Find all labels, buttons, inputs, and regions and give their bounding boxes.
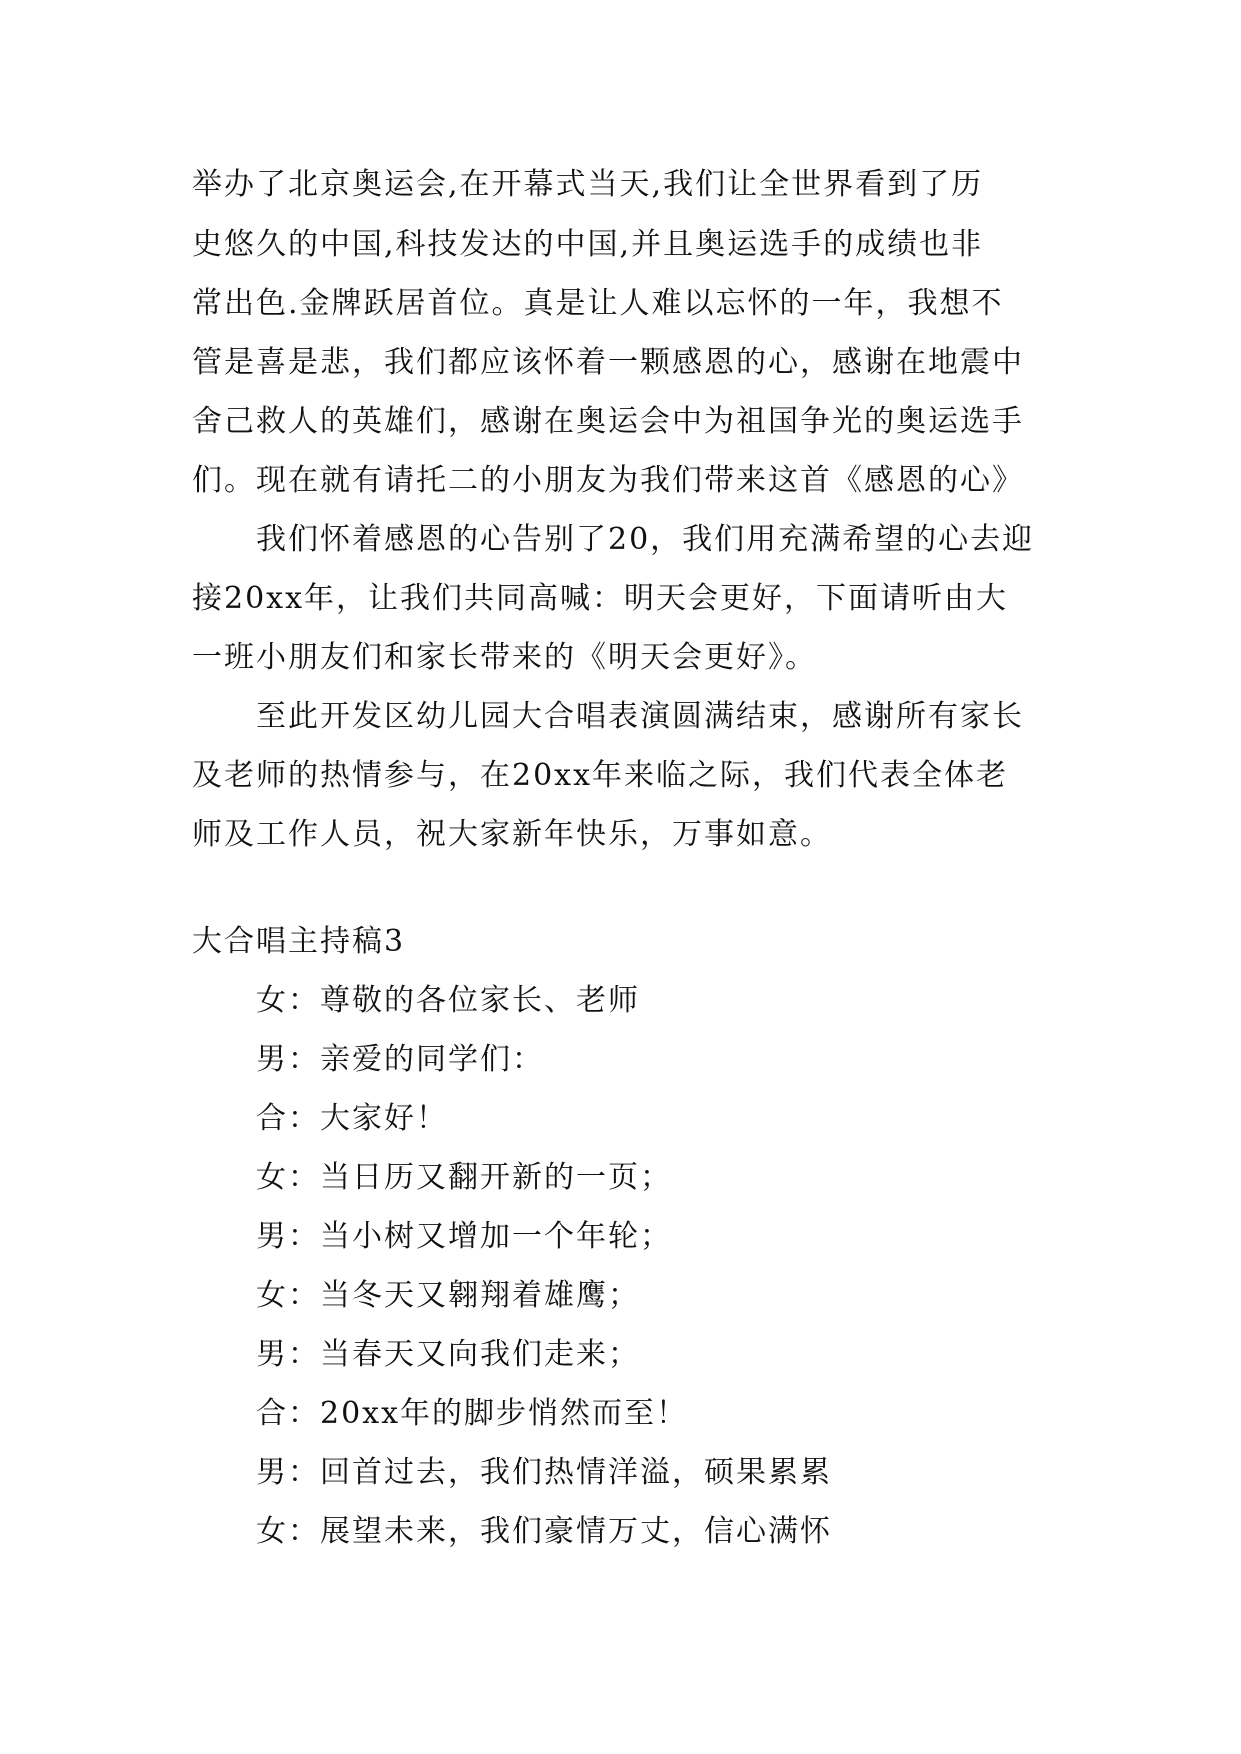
paragraph1-line: 舍己救人的英雄们，感谢在奥运会中为祖国争光的奥运选手 <box>192 404 1024 439</box>
paragraph1-line: 管是喜是悲，我们都应该怀着一颗感恩的心，感谢在地震中 <box>192 345 1024 380</box>
dialogue-line: 男：亲爱的同学们： <box>256 1042 544 1077</box>
dialogue-line: 男：当春天又向我们走来； <box>256 1337 640 1372</box>
dialogue-line: 男：当小树又增加一个年轮； <box>256 1219 672 1254</box>
paragraph1-line: 史悠久的中国,科技发达的中国,并且奥运选手的成绩也非 <box>192 227 984 262</box>
dialogue-line: 合：20xx年的脚步悄然而至！ <box>256 1396 689 1431</box>
dialogue-line: 女：尊敬的各位家长、老师 <box>256 983 640 1018</box>
paragraph3-line: 及老师的热情参与，在20xx年来临之际，我们代表全体老 <box>192 758 1009 793</box>
dialogue-line: 男：回首过去，我们热情洋溢，硕果累累 <box>256 1455 832 1490</box>
paragraph3-line: 师及工作人员，祝大家新年快乐，万事如意。 <box>192 817 832 852</box>
dialogue-line: 合：大家好！ <box>256 1101 448 1136</box>
dialogue-line: 女：当日历又翻开新的一页； <box>256 1160 672 1195</box>
paragraph2-line: 一班小朋友们和家长带来的《明天会更好》。 <box>192 640 817 675</box>
paragraph1-line: 们。现在就有请托二的小朋友为我们带来这首《感恩的心》 <box>192 463 1024 498</box>
paragraph2-line: 我们怀着感恩的心告别了20，我们用充满希望的心去迎 <box>256 522 1035 557</box>
paragraph1-line: 常出色.金牌跃居首位。真是让人难以忘怀的一年，我想不 <box>192 286 1004 321</box>
paragraph1-line: 举办了北京奥运会,在开幕式当天,我们让全世界看到了历 <box>192 167 984 202</box>
dialogue-line: 女：当冬天又翱翔着雄鹰； <box>256 1278 640 1313</box>
dialogue-line: 女：展望未来，我们豪情万丈，信心满怀 <box>256 1514 832 1549</box>
section-title: 大合唱主持稿3 <box>192 924 406 959</box>
paragraph3-line: 至此开发区幼儿园大合唱表演圆满结束，感谢所有家长 <box>256 699 1024 734</box>
paragraph2-line: 接20xx年，让我们共同高喊：明天会更好，下面请听由大 <box>192 581 1009 616</box>
